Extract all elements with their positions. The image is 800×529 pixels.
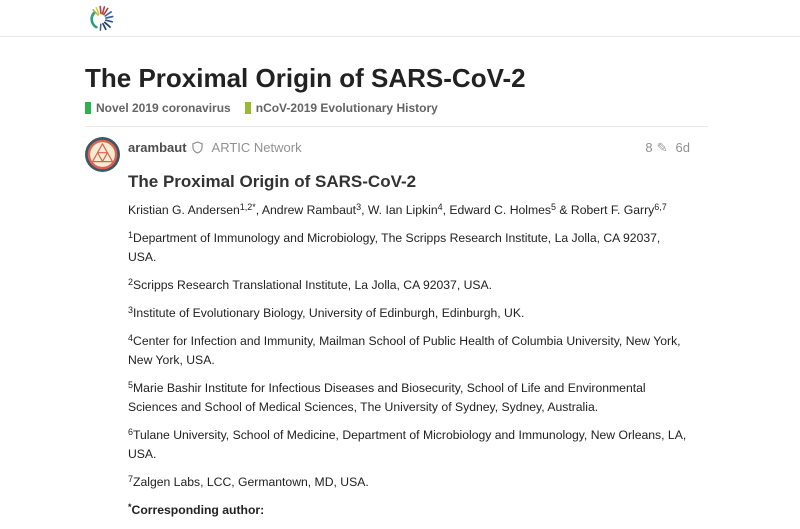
affiliation-paragraph: $^3$Institute of Evolutionary Biology, University of Edinburgh, Edinburgh, UK.: [128, 304, 690, 323]
user-title: ARTIC Network: [212, 140, 302, 155]
post-body: [128, 137, 690, 529]
affiliation-paragraph: $^4$Center for Infection and Immunity, Mailman School of Public Health of Columbia University, New York, New York, USA.: [128, 332, 690, 370]
corresponding-asterisk: *: [128, 502, 132, 512]
affiliations: [128, 229, 690, 492]
affiliation-paragraph: $^7$Zalgen Labs, LCC, Germantown, MD, USA.: [128, 473, 690, 492]
username-link[interactable]: arambaut: [128, 140, 187, 155]
topic-title: The Proximal Origin of SARS-CoV-2: [85, 64, 708, 94]
virological-site-logo-icon[interactable]: [88, 4, 114, 32]
tag-label: Novel 2019 coronavirus: [96, 101, 231, 115]
corresponding-label: Corresponding author:: [132, 503, 265, 517]
author-line: Kristian G. Andersen$^{1,2*}$, Andrew Rambaut$^3$, W. Ian Lipkin$^4$, Edward C. Holmes$^5$ & Robert F. Garry$^{6,7}$: [128, 201, 690, 220]
user-avatar[interactable]: [85, 137, 120, 172]
tags-row: [85, 101, 708, 115]
edit-count[interactable]: 8: [645, 140, 652, 155]
post-info-right: [645, 140, 690, 156]
post-age[interactable]: 6d: [676, 140, 690, 155]
affiliation-paragraph: $^1$Department of Immunology and Microbiology, The Scripps Research Institute, La Jolla, CA 92037, USA.: [128, 229, 690, 267]
site-header: [0, 0, 800, 37]
affiliation-paragraph: $^5$Marie Bashir Institute for Infectious Diseases and Biosecurity, School of Life and Environmental Sciences and School of Medical Sciences, The University of Sydney, Sydney, Australia.: [128, 379, 690, 417]
moderator-shield-icon: [192, 141, 203, 154]
post: [85, 137, 800, 529]
tag-ncov-2019-evolutionary-history[interactable]: [245, 101, 438, 115]
topic-divider: [85, 126, 708, 127]
tag-label: nCoV-2019 Evolutionary History: [256, 101, 438, 115]
corresponding-author-line: [128, 501, 690, 520]
tag-novel-2019-coronavirus[interactable]: [85, 101, 231, 115]
post-meta-row: [128, 139, 690, 157]
tag-color-square: [85, 102, 91, 114]
edit-pencil-icon[interactable]: ✎: [657, 140, 668, 156]
topic-header: [85, 64, 708, 127]
post-title: The Proximal Origin of SARS-CoV-2: [128, 172, 690, 192]
tag-color-square: [245, 102, 251, 114]
post-content: [128, 172, 690, 520]
affiliation-paragraph: $^2$Scripps Research Translational Institute, La Jolla, CA 92037, USA.: [128, 276, 690, 295]
affiliation-paragraph: $^6$Tulane University, School of Medicine, Department of Microbiology and Immunology, New Orleans, LA, USA.: [128, 426, 690, 464]
